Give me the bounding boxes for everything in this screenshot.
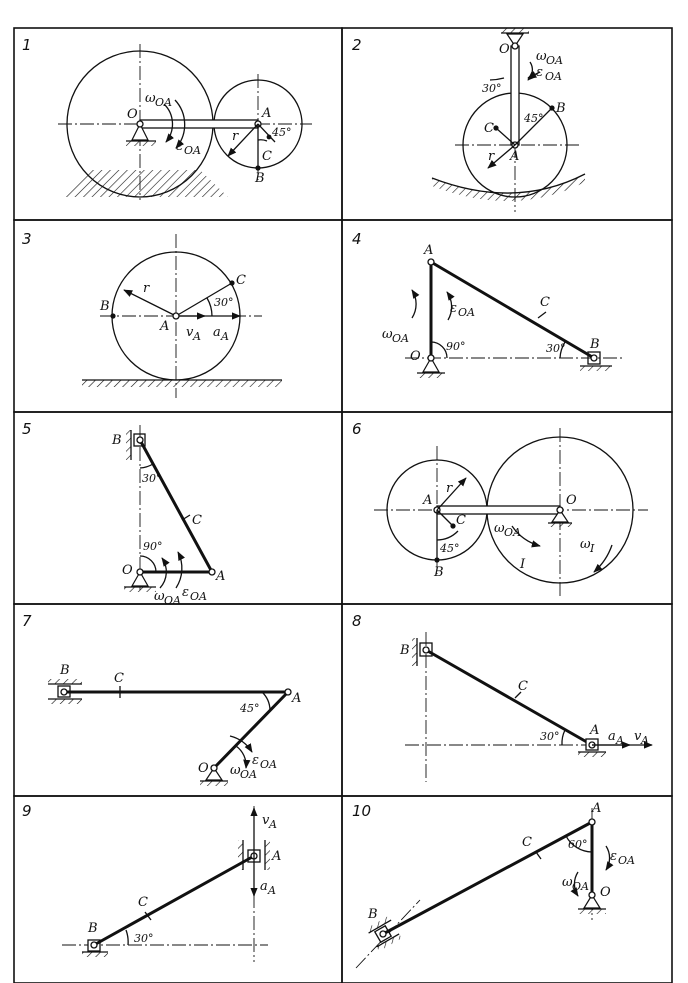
- crank-oa: [511, 46, 519, 145]
- svg-text:ω: ω: [494, 521, 505, 536]
- label-angle-30: 30°: [142, 472, 162, 485]
- label-a: A: [262, 106, 272, 121]
- label-angle-90: 90°: [446, 340, 466, 353]
- label-b: B: [88, 921, 98, 936]
- label-omega: [494, 521, 521, 539]
- panel-number: 10: [352, 802, 372, 820]
- svg-text:ω: ω: [580, 537, 591, 552]
- panel-2: [352, 28, 585, 212]
- svg-text:OA: OA: [618, 854, 635, 867]
- label-angle: 45°: [272, 126, 292, 139]
- label-c: C: [522, 835, 532, 850]
- panel-number: 2: [352, 36, 362, 54]
- label-c: C: [484, 121, 494, 136]
- label-a: A: [510, 149, 520, 164]
- label-b: B: [112, 433, 122, 448]
- svg-text:OA: OA: [155, 96, 172, 109]
- svg-text:OA: OA: [190, 590, 207, 603]
- svg-text:a: a: [260, 879, 268, 894]
- svg-text:I: I: [590, 542, 595, 555]
- label-angle: 60°: [568, 838, 588, 851]
- panel-10: [352, 801, 635, 968]
- svg-text:OA: OA: [546, 54, 563, 67]
- label-epsilon: [176, 139, 201, 157]
- panel-number: 6: [352, 420, 362, 438]
- svg-text:OA: OA: [392, 332, 409, 345]
- label-c: C: [138, 895, 148, 910]
- svg-text:ε: ε: [536, 65, 543, 80]
- label-angle-45: 45°: [524, 112, 544, 125]
- svg-text:A: A: [616, 734, 624, 747]
- label-omega: [145, 91, 172, 109]
- svg-text:ω: ω: [154, 589, 165, 604]
- svg-text:A: A: [221, 330, 229, 343]
- label-a: A: [590, 723, 600, 738]
- label-a: A: [272, 849, 282, 864]
- svg-text:ε: ε: [610, 849, 617, 864]
- label-c: C: [518, 679, 528, 694]
- connecting-rod-ab: [94, 856, 254, 945]
- svg-text:OA: OA: [545, 70, 562, 83]
- label-epsilon: [450, 301, 475, 319]
- label-r: r: [446, 481, 453, 496]
- label-c: C: [540, 295, 550, 310]
- panel-1: [22, 36, 312, 200]
- svg-text:v: v: [634, 729, 642, 744]
- panel-6: [352, 420, 648, 596]
- svg-text:ω: ω: [382, 327, 393, 342]
- svg-text:OA: OA: [260, 758, 277, 771]
- panel-number: 5: [22, 420, 32, 438]
- svg-text:v: v: [186, 325, 194, 340]
- panel-3: [22, 230, 282, 398]
- crank-oa: [140, 120, 258, 128]
- label-b: B: [368, 907, 378, 922]
- label-a: A: [292, 691, 302, 706]
- label-r: r: [488, 149, 495, 164]
- label-b: B: [556, 101, 566, 116]
- svg-text:v: v: [262, 813, 270, 828]
- svg-text:a: a: [608, 729, 616, 744]
- svg-text:A: A: [268, 884, 276, 897]
- label-c: C: [262, 149, 272, 164]
- label-angle-90: 90°: [143, 540, 163, 553]
- label-c: C: [236, 273, 246, 288]
- svg-text:ω: ω: [230, 763, 241, 778]
- svg-text:ε: ε: [176, 139, 183, 154]
- panel-number: 9: [22, 802, 32, 820]
- label-c: C: [456, 513, 466, 528]
- label-a: A: [160, 319, 170, 334]
- connecting-rod-ab: [426, 650, 592, 745]
- label-b: B: [400, 643, 410, 658]
- label-velocity: [262, 813, 277, 831]
- label-a: A: [423, 493, 433, 508]
- label-c: C: [114, 671, 124, 686]
- svg-text:A: A: [269, 818, 277, 831]
- svg-text:OA: OA: [504, 526, 521, 539]
- label-acceleration: [213, 325, 229, 343]
- panel-number: 7: [22, 612, 32, 630]
- label-a: A: [424, 243, 434, 258]
- label-b: B: [100, 299, 110, 314]
- label-epsilon: [610, 849, 635, 867]
- svg-text:OA: OA: [458, 306, 475, 319]
- svg-text:a: a: [213, 325, 221, 340]
- label-angle: 45°: [440, 542, 460, 555]
- label-a: A: [592, 801, 602, 816]
- label-b: B: [255, 171, 265, 186]
- label-wheel-i: I: [520, 557, 526, 572]
- label-velocity: [186, 325, 201, 343]
- label-angle: 45°: [240, 702, 260, 715]
- svg-text:ω: ω: [536, 49, 547, 64]
- ground: [60, 170, 228, 197]
- label-omega-i: [580, 537, 595, 555]
- panel-9: [22, 802, 281, 962]
- label-o: O: [499, 42, 510, 57]
- label-o: O: [127, 107, 138, 122]
- label-b: B: [590, 337, 600, 352]
- svg-text:ε: ε: [252, 753, 259, 768]
- panel-7: [22, 612, 301, 786]
- panel-8: [352, 612, 652, 782]
- label-r: r: [143, 281, 150, 296]
- connecting-rod-ab: [383, 822, 592, 934]
- panel-5: [22, 420, 225, 607]
- label-angle: 30°: [540, 730, 560, 743]
- label-acceleration: [608, 729, 624, 747]
- panel-4: [352, 230, 625, 378]
- label-o: O: [122, 563, 133, 578]
- label-o: O: [410, 349, 421, 364]
- svg-text:A: A: [193, 330, 201, 343]
- label-acceleration: [260, 879, 276, 897]
- label-o: O: [600, 885, 611, 900]
- label-epsilon: [182, 585, 207, 603]
- label-angle-30: 30°: [546, 342, 566, 355]
- svg-text:OA: OA: [184, 144, 201, 157]
- panel-number: 3: [22, 230, 32, 248]
- panel-number: 8: [352, 612, 362, 630]
- svg-text:OA: OA: [572, 880, 589, 893]
- label-o: O: [566, 493, 577, 508]
- svg-text:OA: OA: [240, 768, 257, 781]
- svg-text:OA: OA: [164, 594, 181, 607]
- svg-text:ε: ε: [182, 585, 189, 600]
- label-angle-30: 30°: [482, 82, 502, 95]
- panel-number: 1: [22, 36, 32, 54]
- label-b: B: [60, 663, 70, 678]
- svg-text:A: A: [641, 734, 649, 747]
- label-epsilon: [536, 65, 562, 83]
- label-velocity: [634, 729, 649, 747]
- label-r: r: [232, 129, 239, 144]
- label-angle: 30°: [134, 932, 154, 945]
- label-omega: [382, 327, 409, 345]
- label-a: A: [216, 569, 226, 584]
- label-o: O: [198, 761, 209, 776]
- label-angle: 30°: [214, 296, 234, 309]
- svg-text:ω: ω: [562, 875, 573, 890]
- panel-number: 4: [352, 230, 362, 248]
- svg-text:ω: ω: [145, 91, 156, 106]
- pin-o: [137, 121, 143, 127]
- label-b: B: [434, 565, 444, 580]
- label-c: C: [192, 513, 202, 528]
- svg-text:ε: ε: [450, 301, 457, 316]
